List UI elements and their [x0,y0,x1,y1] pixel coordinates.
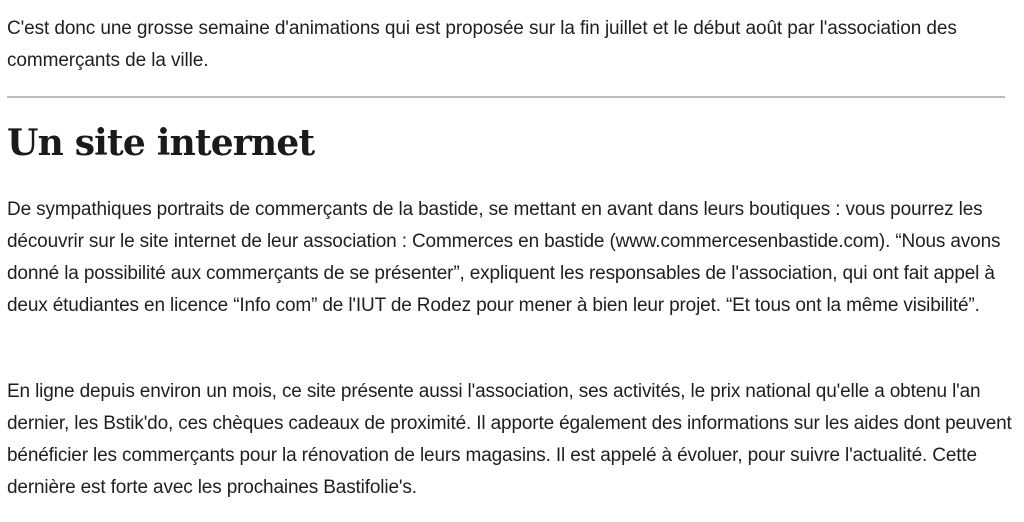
section-divider [7,96,1005,98]
intro-paragraph: C'est donc une grosse semaine d'animations qui est proposée sur la fin juillet et le début août par l'association des commerçants de la ville. [7,18,957,71]
article-paragraph-1: De sympathiques portraits de commerçants de la bastide, se mettant en avant dans leurs boutiques : vous pourrez les découvrir sur le site internet de leur association : Commerces en bastide (www.commercesenbastide.com). “Nous avons donné la possibilité aux commerçants de se présenter”, expliquent les responsables de l'association, qui ont fait appel à deux étudiantes en licence “Info com” de l'IUT de Rodez pour mener à bien leur projet. “Et tous ont la même visibilité”. [7,199,1001,316]
article-paragraph-2: En ligne depuis environ un mois, ce site présente aussi l'association, ses activités, le prix national qu'elle a obtenu l'an dernier, les Bstik'do, ces chèques cadeaux de proximité. Il apporte également des informations sur les aides dont peuvent bénéficier les commerçants pour la rénovation de leurs magasins. Il est appelé à évoluer, pour suivre l'actualité. Cette dernière est forte avec les prochaines Bastifolie's. [7,381,1012,498]
article-body [7,0,1017,498]
section-heading: Un site internet [7,122,315,164]
